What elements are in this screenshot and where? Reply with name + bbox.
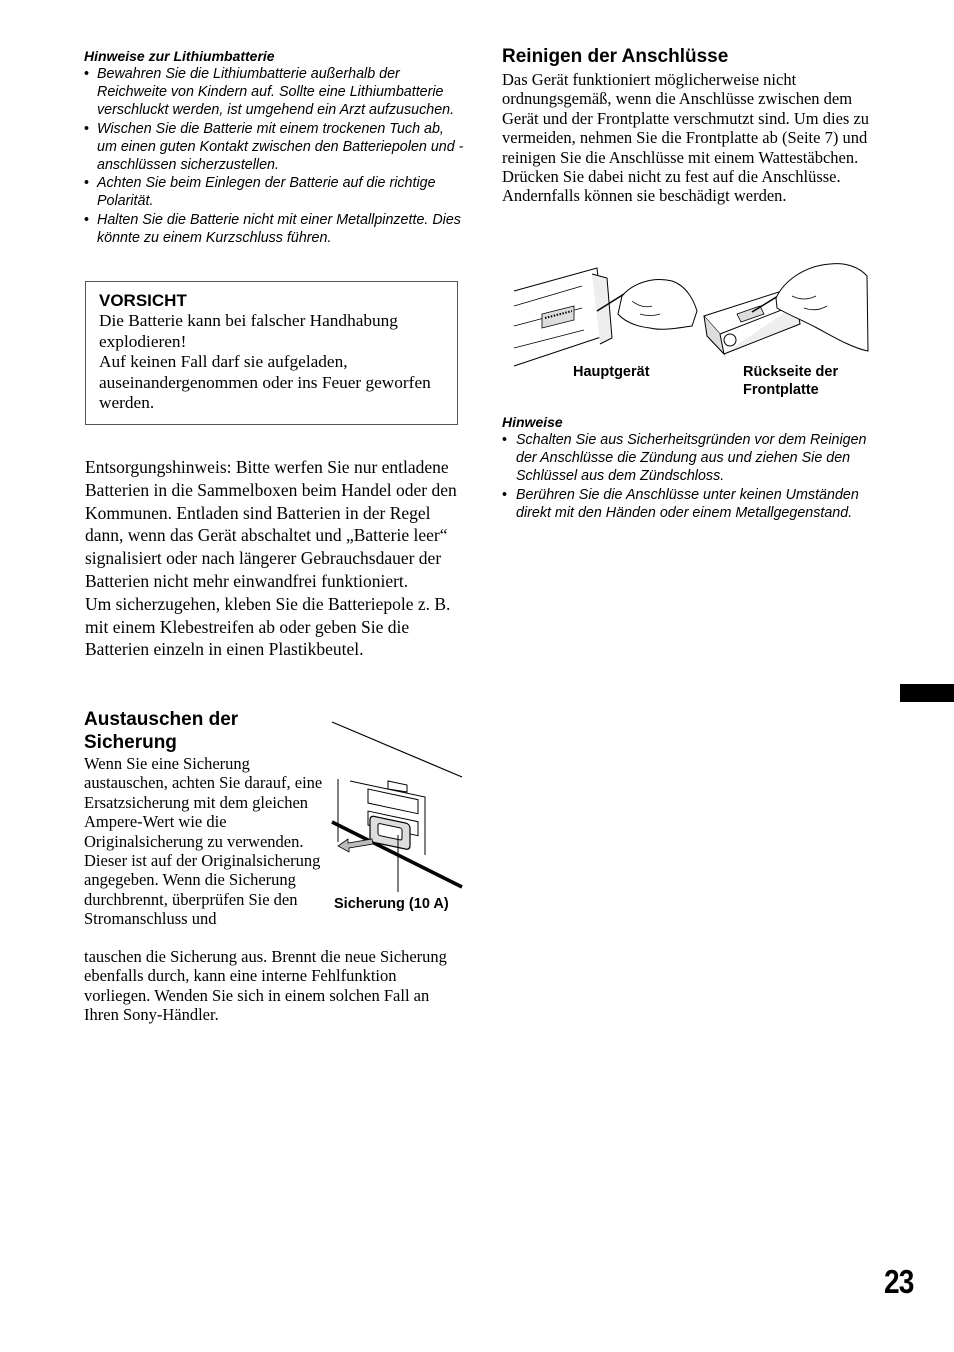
- section-tab-marker: [900, 684, 954, 702]
- hints-heading: Hinweise: [502, 414, 563, 430]
- lithium-notes-heading: Hinweise zur Lithiumbatterie: [84, 48, 275, 64]
- caution-text-2: Auf keinen Fall darf sie aufgeladen, auseinandergenommen oder ins Feuer geworfen werden.: [99, 352, 431, 413]
- disposal-note: [85, 456, 465, 661]
- page-number: 23: [884, 1263, 914, 1300]
- disposal-paragraph-1: Entsorgungshinweis: Bitte werfen Sie nur entladene Batterien in die Sammelboxen beim Handel oder den Kommunen. Entladen sind Batterien in der Regel dann, wenn das Gerät abschaltet und „Batterie leer“ signalisiert oder nach längerer Gebrauchsdauer der Batterien nicht mehr einwandfrei funktioniert.: [85, 457, 457, 591]
- front-plate-caption: Rückseite der Frontplatte: [743, 364, 839, 398]
- list-item: • Berühren Sie die Anschlüsse unter keinen Umständen direkt mit den Händen oder einem Metallgegenstand.: [502, 486, 872, 522]
- list-item: • Schalten Sie aus Sicherheitsgründen vor dem Reinigen der Anschlüsse die Zündung aus und ziehen Sie den Schlüssel aus dem Zündschloss.: [502, 431, 872, 486]
- caution-text-1: Die Batterie kann bei falscher Handhabung explodieren!: [99, 311, 398, 351]
- fuse-text-part-1: Wenn Sie eine Sicherung austauschen, achten Sie darauf, eine Ersatzsicherung mit dem gleichen Ampere-Wert wie die Originalsicherung zu verwenden. Dieser ist auf der Originalsicherung angegeben. Wenn die Sicherung durchbrennt, überprüfen Sie den Stromanschluss und: [84, 754, 323, 929]
- caution-heading: VORSICHT: [99, 291, 187, 310]
- caution-box: [85, 281, 458, 425]
- list-item: • Wischen Sie die Batterie mit einem trockenen Tuch ab, um einen guten Kontakt zwischen den Batteriepolen und -anschlüssen sicherzustellen.: [84, 120, 464, 175]
- fuse-illustration: [330, 717, 465, 892]
- cleaning-section-title: Reinigen der Anschlüsse: [502, 46, 729, 67]
- lithium-notes: [84, 47, 464, 247]
- fuse-text-part-2: tauschen die Sicherung aus. Brennt die neue Sicherung ebenfalls durch, kann eine interne Fehlfunktion vorliegen. Wenden Sie sich in einem solchen Fall an Ihren Sony-Händler.: [84, 947, 447, 1025]
- hints-notes: [502, 413, 872, 522]
- list-item: • Achten Sie beim Einlegen der Batterie auf die richtige Polarität.: [84, 174, 464, 210]
- main-unit-caption: Hauptgerät: [573, 364, 650, 380]
- lithium-notes-list: [84, 65, 464, 247]
- list-item: • Halten Sie die Batterie nicht mit einer Metallpinzette. Dies könnte zu einem Kurzschluss führen.: [84, 211, 464, 247]
- list-item: • Bewahren Sie die Lithiumbatterie außerhalb der Reichweite von Kindern auf. Sollte eine Lithiumbatterie verschluckt werden, ist umgehend ein Arzt aufzusuchen.: [84, 65, 464, 120]
- disposal-paragraph-2: Um sicherzugehen, kleben Sie die Batteriepole z. B. mit einem Klebestreifen ab oder geben Sie die Batterien einzeln in einen Plastikbeutel.: [85, 593, 451, 660]
- cleaning-text: Das Gerät funktioniert möglicherweise nicht ordnungsgemäß, wenn die Anschlüsse zwischen dem Gerät und der Frontplatte verschmutzt sind. Um dies zu vermeiden, nehmen Sie die Frontplatte ab (Seite 7) und reinigen Sie die Anschlüsse mit einem Wattestäbchen. Drücken Sie dabei nicht zu fest auf die Anschlüsse. Andernfalls können sie beschädigt werden.: [502, 70, 870, 206]
- fuse-caption: Sicherung (10 A): [334, 896, 449, 912]
- cleaning-illustration: [512, 256, 872, 368]
- fuse-section-title: Austauschen der Sicherung: [84, 709, 239, 753]
- hints-list: [502, 431, 872, 522]
